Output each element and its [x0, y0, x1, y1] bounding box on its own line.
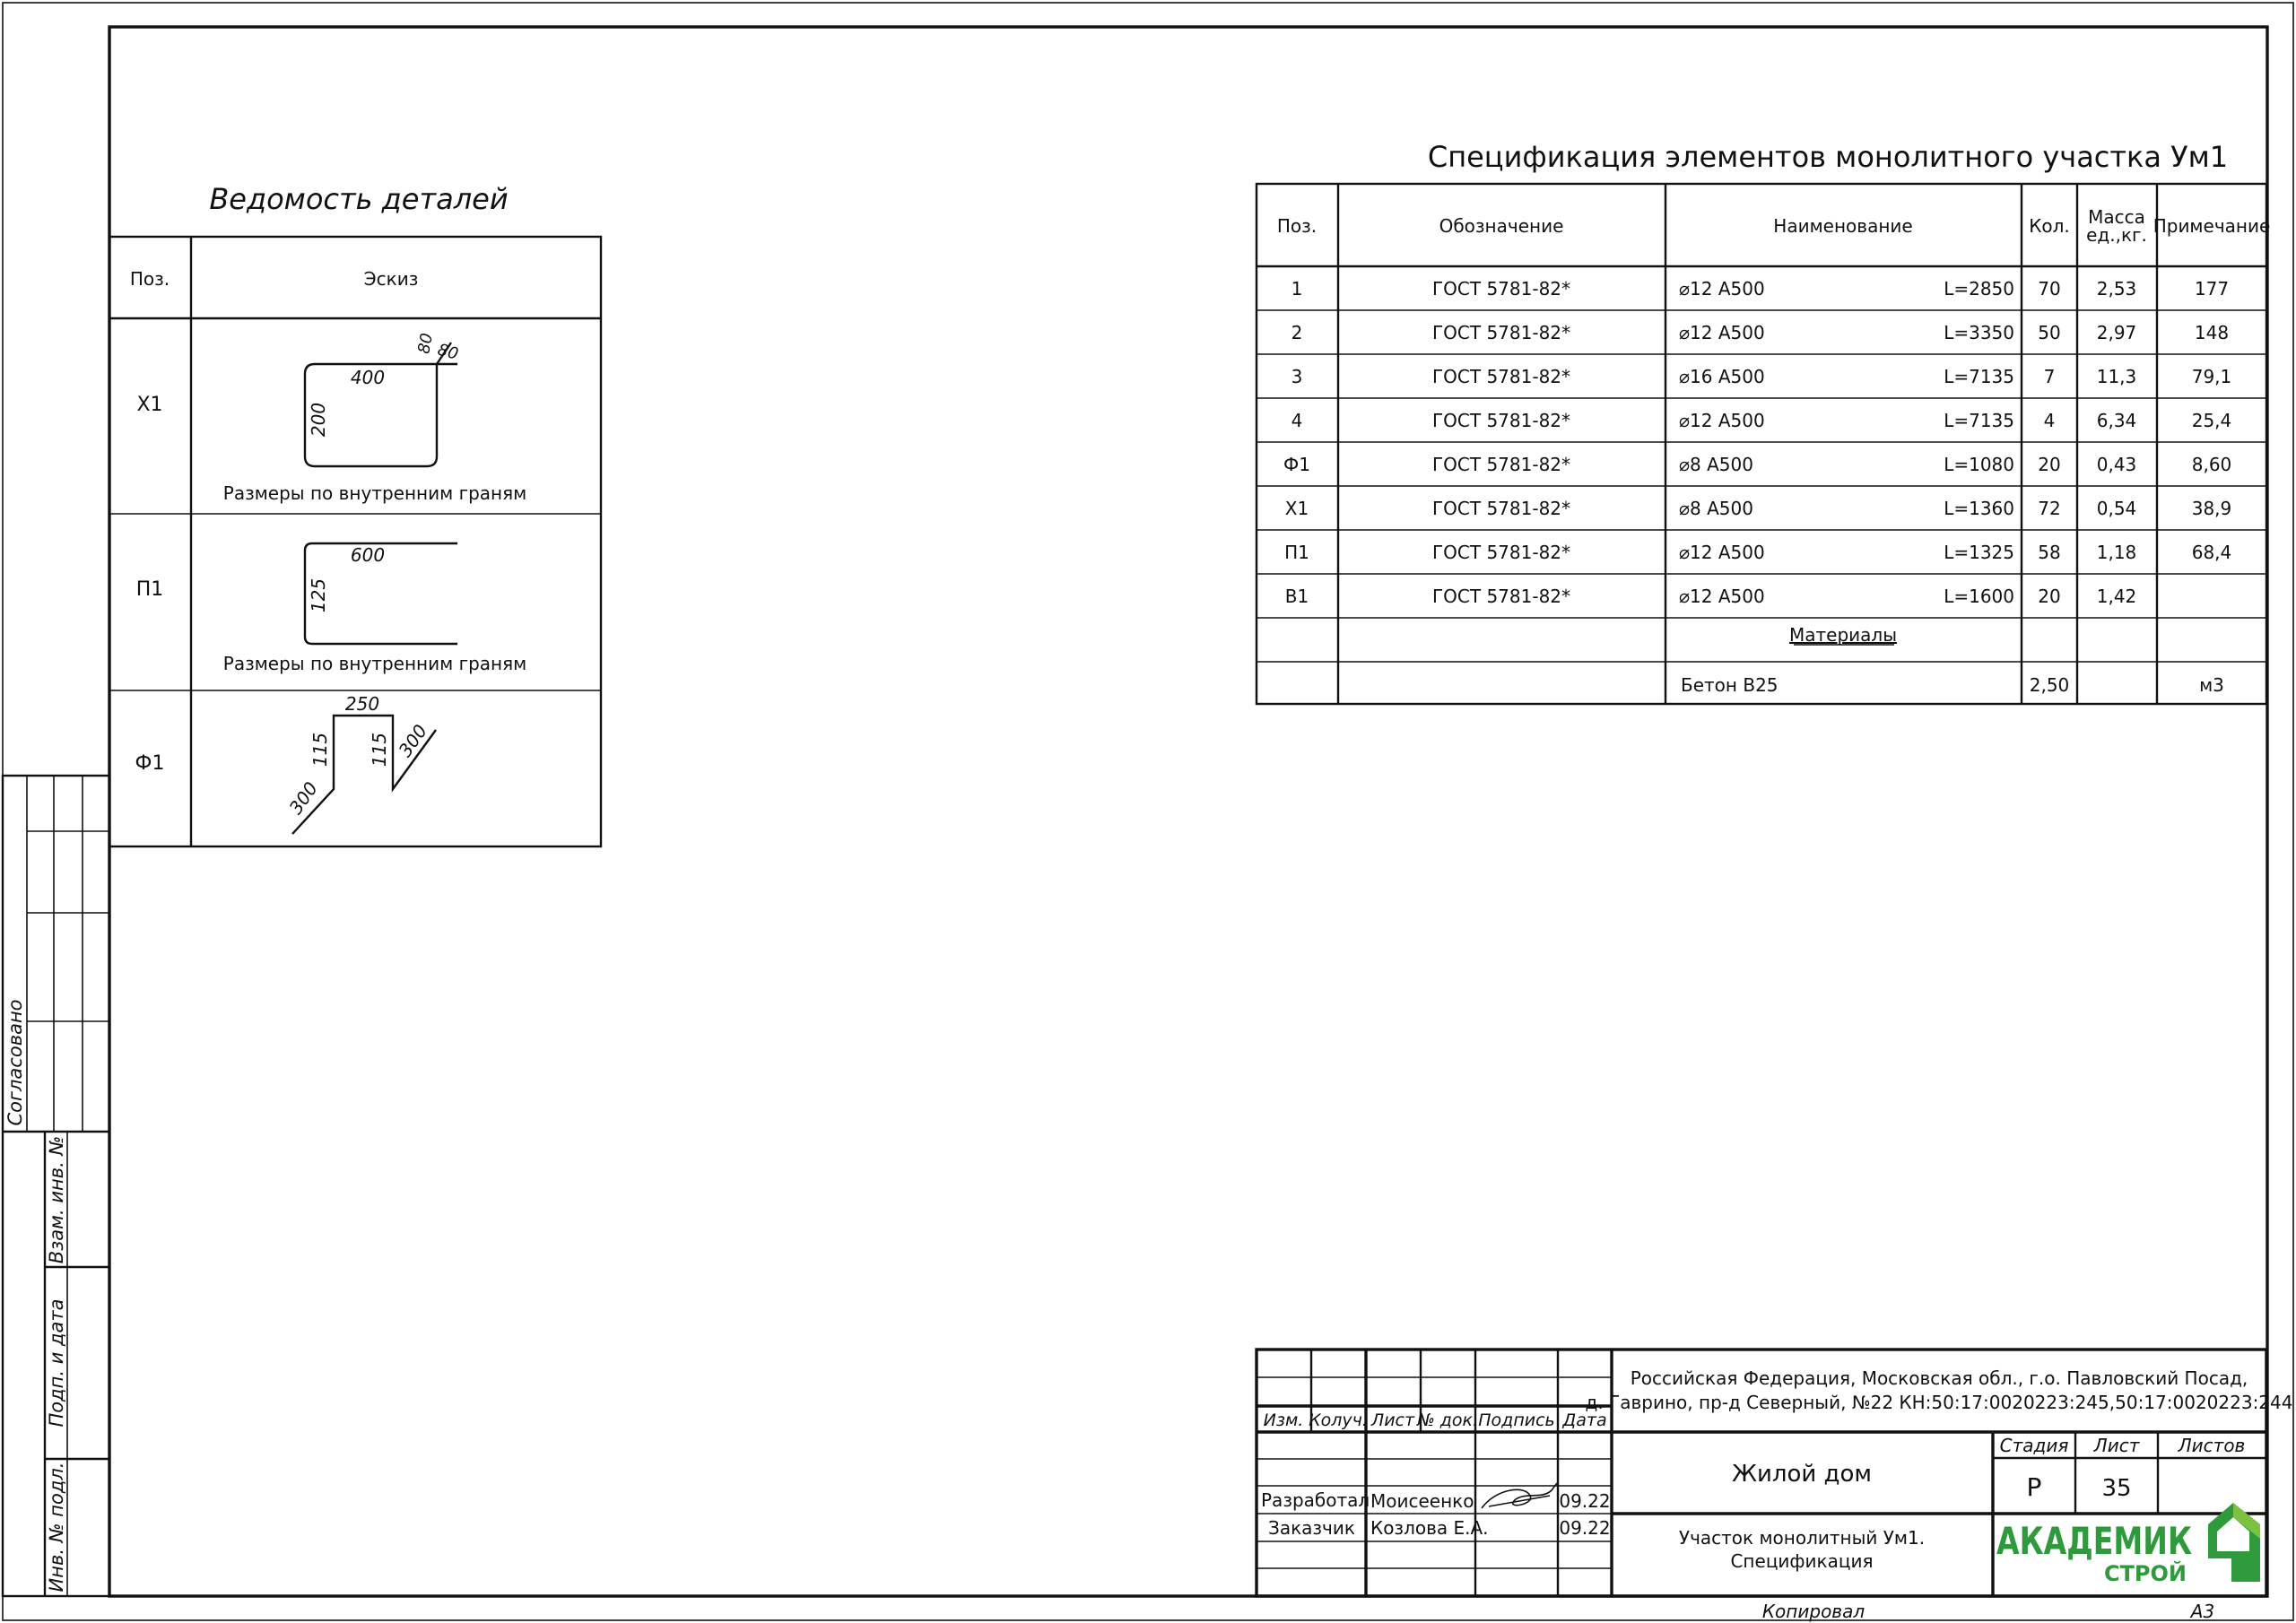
- tb-col-header: Колуч.: [1309, 1410, 1368, 1430]
- spec-cell-name: ⌀12 А500: [1679, 586, 1765, 607]
- tb-col-header: Лист: [1370, 1410, 1415, 1430]
- spec-concrete-note: м3: [2199, 674, 2224, 696]
- spec-cell-mass: 1,42: [2096, 586, 2137, 607]
- detail-pos-f1: Ф1: [135, 752, 165, 775]
- spec-cell-mass: 6,34: [2096, 410, 2137, 431]
- spec-cell-qty: 70: [2038, 278, 2061, 299]
- dim-x1-400: 400: [350, 367, 386, 388]
- spec-cell-mass: 0,43: [2096, 454, 2137, 475]
- tb-copied-label: Копировал: [1761, 1601, 1866, 1622]
- detail-pos-p1: П1: [135, 578, 164, 601]
- details-title: Ведомость деталей: [209, 182, 509, 216]
- dim-f1-115b: 115: [369, 732, 390, 768]
- spec-cell-mass: 1,18: [2096, 542, 2137, 563]
- tb-address-1: Российская Федерация, Московская обл., г.о. Павловский Посад,: [1630, 1367, 2248, 1389]
- spec-cell-name: ⌀8 А500: [1679, 498, 1753, 519]
- spec-cell-designation: ГОСТ 5781-82*: [1431, 366, 1571, 387]
- spec-cell-name: ⌀8 А500: [1679, 454, 1753, 475]
- logo-text-main: АКАДЕМИК: [1996, 1519, 2192, 1563]
- spec-cell-pos: 3: [1291, 366, 1303, 387]
- tb-col-header: № док.: [1416, 1410, 1479, 1430]
- spec-cell-note: 177: [2194, 278, 2230, 299]
- spec-cell-pos: П1: [1284, 542, 1309, 563]
- spec-cell-length: L=2850: [1944, 278, 2014, 299]
- spec-cell-name: ⌀12 А500: [1679, 542, 1765, 563]
- spec-header-mass-2: ед.,кг.: [2086, 224, 2147, 246]
- spec-cell-length: L=1360: [1944, 498, 2014, 519]
- spec-cell-qty: 58: [2038, 542, 2061, 563]
- spec-cell-length: L=7135: [1944, 410, 2014, 431]
- dim-f1-300b: 300: [394, 720, 432, 761]
- detail-caption-p1: Размеры по внутренним граням: [222, 653, 527, 674]
- spec-cell-name: ⌀12 А500: [1679, 322, 1765, 343]
- spec-cell-designation: ГОСТ 5781-82*: [1431, 322, 1571, 343]
- dim-x1-80a: 80: [414, 331, 437, 356]
- spec-header-designation: Обозначение: [1439, 215, 1564, 237]
- tb-sheet-label: Лист: [2093, 1435, 2140, 1456]
- spec-header-note: Примечание: [2152, 215, 2271, 237]
- spec-cell-designation: ГОСТ 5781-82*: [1431, 454, 1571, 475]
- spec-cell-length: L=3350: [1944, 322, 2014, 343]
- spec-header-pos: Поз.: [1276, 215, 1318, 237]
- tb-col-header: Дата: [1562, 1410, 1607, 1430]
- tb-sheet-title-2: Спецификация: [1730, 1550, 1874, 1572]
- spec-cell-qty: 72: [2038, 498, 2061, 519]
- detail-pos-x1: Х1: [136, 394, 163, 416]
- side-stamp: [3, 776, 109, 1596]
- dim-x1-200: 200: [308, 402, 329, 438]
- spec-cell-designation: ГОСТ 5781-82*: [1431, 542, 1571, 563]
- details-table: [109, 182, 601, 846]
- spec-cell-note: 148: [2194, 322, 2230, 343]
- tb-col-header: Изм.: [1263, 1410, 1304, 1430]
- tb-developer-name: Моисеенко: [1370, 1490, 1474, 1512]
- dim-p1-600: 600: [350, 544, 386, 566]
- side-sign-date: Подп. и дата: [46, 1298, 67, 1428]
- spec-cell-designation: ГОСТ 5781-82*: [1431, 498, 1571, 519]
- spec-cell-designation: ГОСТ 5781-82*: [1431, 586, 1571, 607]
- spec-cell-pos: 4: [1291, 410, 1303, 431]
- signature-mark: [1482, 1483, 1557, 1508]
- tb-customer-role: Заказчик: [1268, 1517, 1355, 1539]
- spec-cell-designation: ГОСТ 5781-82*: [1431, 278, 1571, 299]
- spec-cell-pos: Х1: [1284, 498, 1309, 519]
- tb-format: А3: [2190, 1601, 2215, 1622]
- tb-stage-label: Стадия: [1999, 1435, 2069, 1456]
- spec-header-qty: Кол.: [2029, 215, 2070, 237]
- spec-cell-name: ⌀12 А500: [1679, 410, 1765, 431]
- spec-concrete-name: Бетон В25: [1681, 674, 1779, 696]
- tb-building: Жилой дом: [1731, 1461, 1873, 1488]
- frame-border: [109, 27, 2267, 1596]
- tb-customer-date: 09.22: [1559, 1517, 1611, 1539]
- spec-header-mass-1: Масса: [2088, 206, 2145, 228]
- spec-title: Спецификация элементов монолитного участка Ум1: [1427, 140, 2229, 174]
- spec-header-name: Наименование: [1773, 215, 1913, 237]
- spec-cell-qty: 20: [2038, 586, 2061, 607]
- spec-cell-qty: 4: [2043, 410, 2056, 431]
- tb-sheets-label: Листов: [2178, 1435, 2246, 1456]
- spec-cell-pos: В1: [1284, 586, 1309, 607]
- spec-cell-mass: 2,53: [2096, 278, 2137, 299]
- akademik-stroy-logo: [1996, 1503, 2260, 1586]
- title-block: [1257, 1350, 2292, 1622]
- tb-sheet: 35: [2101, 1475, 2132, 1502]
- spec-cell-note: 25,4: [2191, 410, 2232, 431]
- spec-concrete-qty: 2,50: [2029, 674, 2070, 696]
- detail-caption-x1: Размеры по внутренним граням: [222, 482, 527, 504]
- dim-f1-115a: 115: [309, 732, 331, 768]
- tb-stage: Р: [2026, 1472, 2042, 1502]
- spec-cell-length: L=7135: [1944, 366, 2014, 387]
- spec-cell-qty: 50: [2038, 322, 2061, 343]
- spec-cell-length: L=1600: [1944, 586, 2014, 607]
- spec-table: [1257, 140, 2270, 704]
- spec-cell-note: 68,4: [2191, 542, 2232, 563]
- spec-cell-name: ⌀16 А500: [1679, 366, 1765, 387]
- dim-p1-125: 125: [308, 577, 329, 613]
- spec-cell-qty: 7: [2043, 366, 2056, 387]
- spec-cell-pos: Ф1: [1283, 454, 1310, 475]
- dim-x1-80b: 80: [435, 340, 461, 364]
- spec-cell-length: L=1325: [1944, 542, 2014, 563]
- tb-developer-role: Разработал: [1261, 1489, 1370, 1511]
- spec-cell-designation: ГОСТ 5781-82*: [1431, 410, 1571, 431]
- tb-developer-date: 09.22: [1559, 1490, 1611, 1512]
- details-header-pos: Поз.: [129, 268, 170, 290]
- spec-cell-note: 38,9: [2191, 498, 2232, 519]
- spec-cell-pos: 2: [1291, 322, 1303, 343]
- tb-customer-name: Козлова Е.А.: [1370, 1517, 1489, 1539]
- tb-address-2: д. Гаврино, пр-д Северный, №22 КН:50:17:0020223:245,50:17:0020223:244: [1585, 1392, 2293, 1413]
- spec-cell-qty: 20: [2038, 454, 2061, 475]
- spec-cell-note: 8,60: [2191, 454, 2232, 475]
- spec-cell-note: 79,1: [2191, 366, 2232, 387]
- tb-col-header: Подпись: [1478, 1410, 1555, 1430]
- side-replace-inv: Взам. инв. №: [46, 1135, 67, 1264]
- logo-text-sub: СТРОЙ: [2103, 1561, 2187, 1586]
- dim-f1-250: 250: [344, 693, 380, 715]
- spec-cell-name: ⌀12 А500: [1679, 278, 1765, 299]
- spec-cell-mass: 2,97: [2096, 322, 2137, 343]
- dim-f1-300a: 300: [284, 777, 323, 819]
- spec-materials-label: Материалы: [1789, 624, 1897, 646]
- spec-cell-pos: 1: [1291, 278, 1303, 299]
- details-header-sketch: Эскиз: [363, 268, 419, 290]
- side-inv-orig: Инв. № подл.: [46, 1462, 67, 1593]
- side-agreed: Согласовано: [4, 999, 26, 1126]
- spec-cell-mass: 0,54: [2096, 498, 2137, 519]
- spec-cell-length: L=1080: [1944, 454, 2014, 475]
- spec-cell-mass: 11,3: [2096, 366, 2137, 387]
- tb-sheet-title-1: Участок монолитный Ум1.: [1678, 1527, 1926, 1549]
